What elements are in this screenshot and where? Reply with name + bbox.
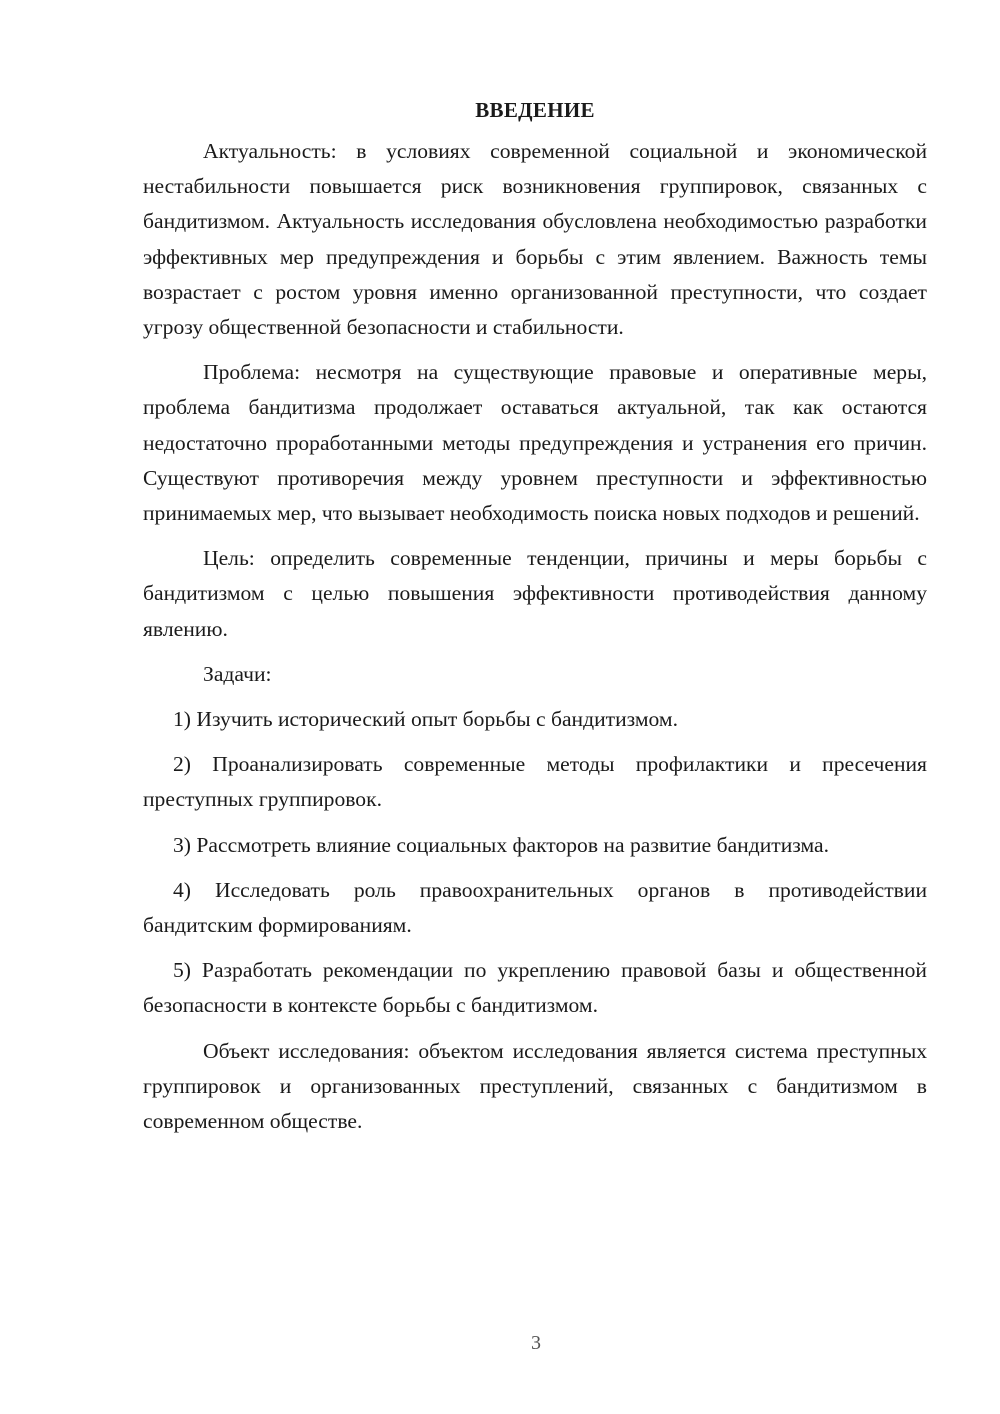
task-item: 3) Рассмотреть влияние социальных факторов на развитие бандитизма. xyxy=(173,832,829,857)
page-number: 3 xyxy=(531,1332,541,1354)
paragraph-problem: Проблема: несмотря на существующие правовые и оперативные меры, проблема бандитизма продолжает оставаться актуальной, так как остаются недостаточно проработанными методы предупреждения и устранения его причин. Существуют противоречия между уровнем преступности и эффективностью принимаемых мер, что вызывает необходимость поиска новых подходов и решений. xyxy=(143,360,927,526)
paragraph-object: Объект исследования: объектом исследования является система преступных группировок и организованных преступлений, связанных с бандитизмом в современном обществе. xyxy=(143,1038,927,1134)
paragraph-relevance: Актуальность: в условиях современной социальной и экономической нестабильности повышается риск возникновения группировок, связанных с бандитизмом. Актуальность исследования обусловлена необходимостью разработки эффективных мер предупреждения и борьбы с этим явлением. Важность темы возрастает с ростом уровня именно организованной преступности, что создает угрозу общественной безопасности и стабильности. xyxy=(143,139,927,340)
page-content xyxy=(143,93,927,1149)
task-item: 1) Изучить исторический опыт борьбы с бандитизмом. xyxy=(173,707,678,732)
task-item: 5) Разработать рекомендации по укреплению правовой базы и общественной безопасности в контексте борьбы с бандитизмом. xyxy=(143,958,927,1018)
section-heading: ВВЕДЕНИЕ xyxy=(475,98,595,122)
task-item: 2) Проанализировать современные методы профилактики и пресечения преступных группировок. xyxy=(143,752,927,812)
task-item: 4) Исследовать роль правоохранительных органов в противодействии бандитским формированиям. xyxy=(143,877,927,938)
paragraph-goal: Цель: определить современные тенденции, причины и меры борьбы с бандитизмом с целью повышения эффективности противодействия данному явлению. xyxy=(143,546,927,641)
tasks-label: Задачи: xyxy=(203,661,272,686)
